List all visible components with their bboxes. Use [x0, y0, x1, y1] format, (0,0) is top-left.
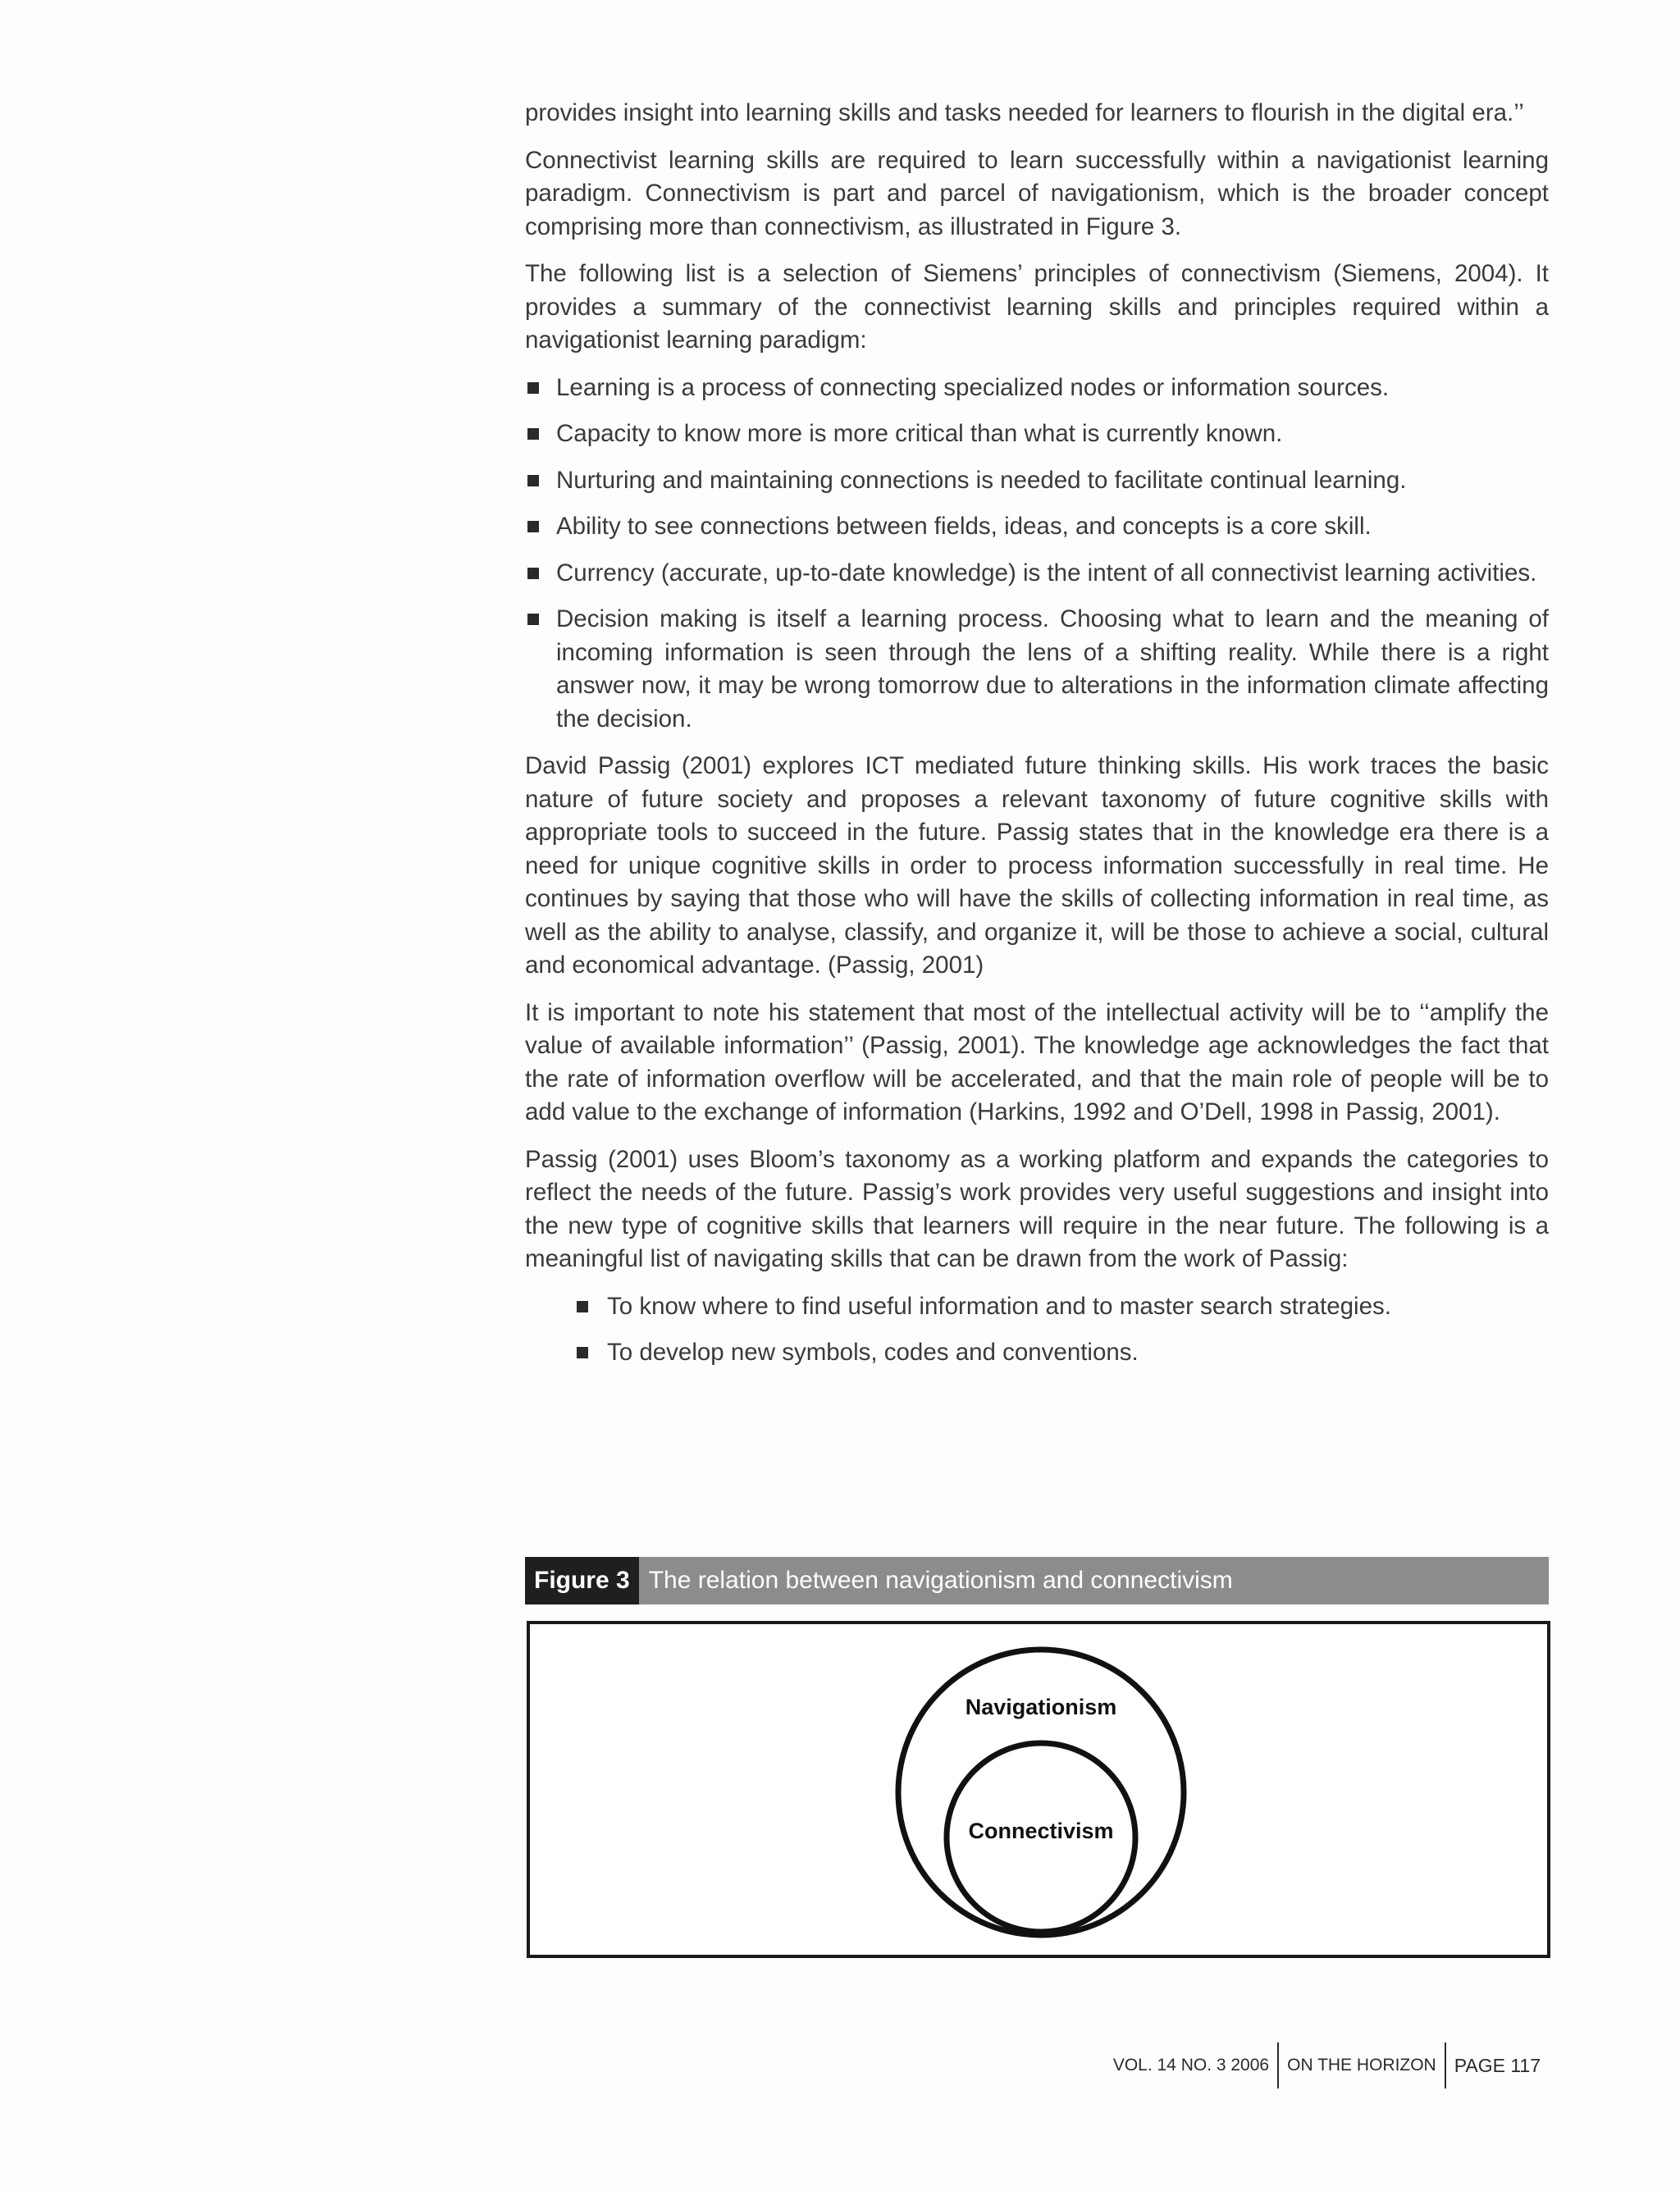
square-bullet-icon: [527, 614, 539, 625]
venn-diagram: [530, 1624, 1547, 1955]
paragraph: Passig (2001) uses Bloom’s taxonomy as a working platform and expands the categories to reflect the needs of the future. Passig’s work provides very useful suggestions and insight into the new type of cognitive skills that learners will require in the near future. The following is a meaningful list of navigating skills that can be drawn from the work of Passig:: [525, 1145, 1549, 1272]
figure-label: Figure 3: [525, 1557, 639, 1604]
square-bullet-icon: [577, 1301, 588, 1312]
page-footer: [1105, 2043, 1549, 2088]
paragraph: David Passig (2001) explores ICT mediated future thinking skills. His work traces the basic nature of future society and proposes a relevant taxonomy of future cognitive skills with appropriate tools to succeed in the future. Passig states that in the knowledge era there is a need for unique cognitive skills in order to process information successfully in real time. He continues by saying that those who will have the skills of collecting information in real time, as well as the ability to analyse, classify, and organize it, will be those to achieve a social, cultural and economical advantage. (Passig, 2001): [525, 752, 1549, 979]
list-item: Currency (accurate, up-to-date knowledge) is the intent of all connectivist learning activities.: [525, 557, 1549, 591]
paragraph: Connectivist learning skills are required to learn successfully within a navigationist learning paradigm. Connectivism is part and parcel of navigationism, which is the broader concept comprising more than connectivism, as illustrated in Figure 3.: [525, 146, 1549, 240]
figure-diagram: [527, 1621, 1550, 1958]
connectivism-principles-list: [525, 372, 1549, 737]
list-item: Decision making is itself a learning process. Choosing what to learn and the meaning of incoming information is seen through the lens of a shifting reality. While there is a right answer now, it may be wrong tomorrow due to alterations in the information climate affecting the decision.: [525, 603, 1549, 736]
square-bullet-icon: [527, 382, 539, 394]
article-body: [525, 97, 1549, 1384]
navigationism-label: Navigationism: [965, 1695, 1117, 1719]
figure-caption-bar: [525, 1557, 1549, 1604]
paragraph: provides insight into learning skills and tasks needed for learners to flourish in the digital era.’’: [525, 99, 1524, 126]
navigating-skills-list: [525, 1290, 1549, 1370]
list-item: To develop new symbols, codes and conventions.: [525, 1336, 1549, 1370]
page-number: PAGE 117: [1454, 2054, 1541, 2076]
connectivism-label: Connectivism: [968, 1819, 1114, 1843]
volume-info: VOL. 14 NO. 3 2006: [1112, 2056, 1270, 2075]
paragraph: The following list is a selection of Siemens’ principles of connectivism (Siemens, 2004). It provides a summary of the connectivist learning skills and principles required within a navigationist learning paradigm:: [525, 260, 1549, 354]
list-item: Ability to see connections between fields, ideas, and concepts is a core skill.: [525, 510, 1549, 544]
list-item: To know where to find useful information and to master search strategies.: [525, 1290, 1549, 1324]
square-bullet-icon: [527, 521, 539, 532]
square-bullet-icon: [527, 568, 539, 579]
list-item: Capacity to know more is more critical than what is currently known.: [525, 418, 1549, 451]
list-item: Learning is a process of connecting specialized nodes or information sources.: [525, 372, 1549, 405]
navigationism-circle: [898, 1650, 1184, 1935]
square-bullet-icon: [527, 475, 539, 486]
list-item: Nurturing and maintaining connections is needed to facilitate continual learning.: [525, 464, 1549, 498]
square-bullet-icon: [577, 1347, 588, 1358]
paragraph: It is important to note his statement that most of the intellectual activity will be to ‘‘amplify the value of available information’’ (Passig, 2001). The knowledge age acknowledges the fact that the rate of information overflow will be accelerated, and that the main role of people will be to add value to the exchange of information (Harkins, 1992 and O’Dell, 1998 in Passig, 2001).: [525, 998, 1549, 1125]
figure-title: The relation between navigationism and connectivism: [648, 1567, 1233, 1594]
square-bullet-icon: [527, 428, 539, 440]
journal-name: ON THE HORIZON: [1287, 2056, 1436, 2075]
